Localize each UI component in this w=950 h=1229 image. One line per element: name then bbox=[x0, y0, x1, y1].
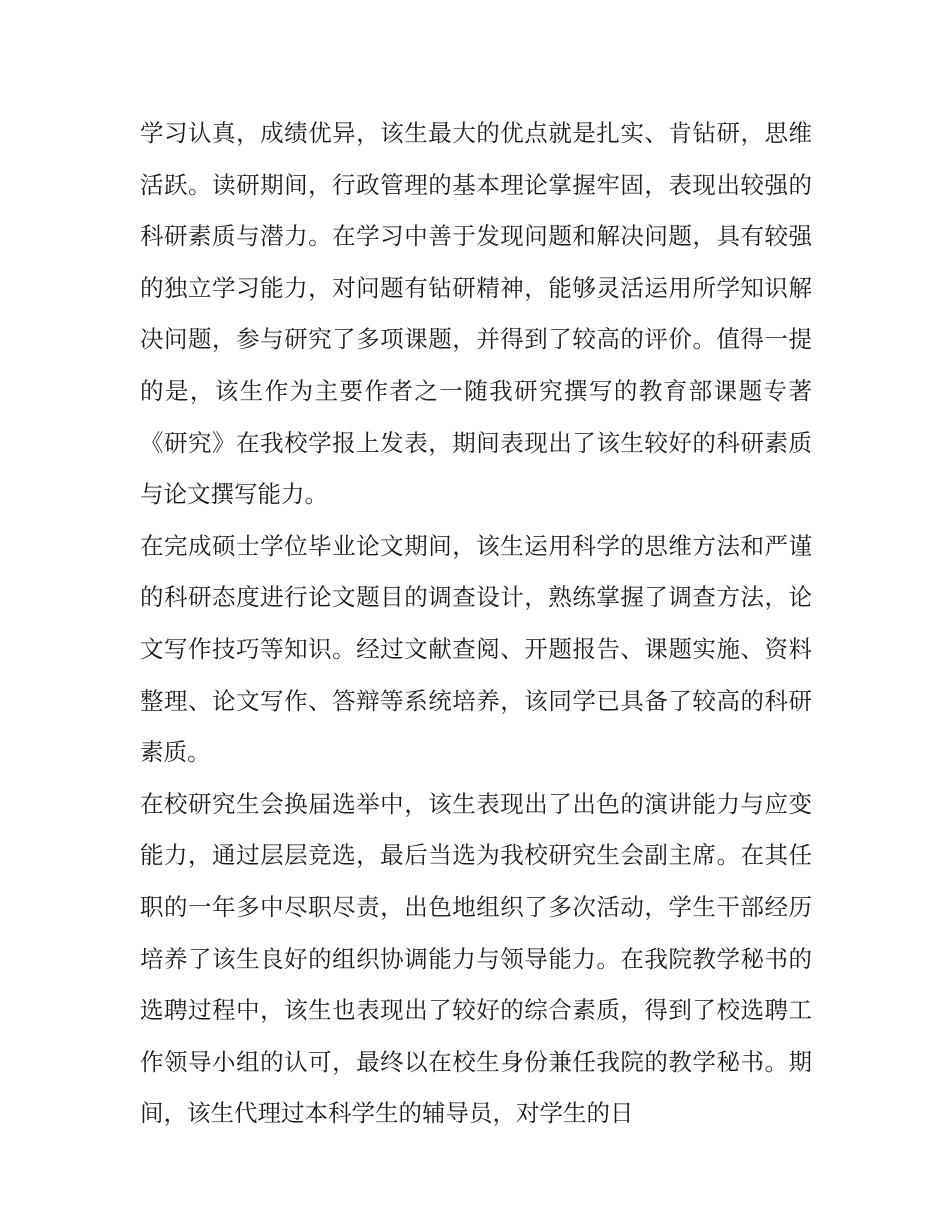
document-body bbox=[140, 108, 812, 1140]
paragraph-leadership: 在校研究生会换届选举中，该生表现出了出色的演讲能力与应变能力，通过层层竞选，最后当选为我校研究生会副主席。在其任职的一年多中尽职尽责，出色地组织了多次活动，学生干部经历培养了该生良好的组织协调能力与领导能力。在我院教学秘书的选聘过程中，该生也表现出了较好的综合素质，得到了校选聘工作领导小组的认可，最终以在校生身份兼任我院的教学秘书。期间，该生代理过本科学生的辅导员，对学生的日 bbox=[140, 789, 812, 1128]
paragraph-academic: 学习认真，成绩优异，该生最大的优点就是扎实、肯钻研，思维活跃。读研期间，行政管理的基本理论掌握牢固，表现出较强的科研素质与潜力。在学习中善于发现问题和解决问题，具有较强的独立学习能力，对问题有钻研精神，能够灵活运用所学知识解决问题，参与研究了多项课题，并得到了较高的评价。值得一提的是，该生作为主要作者之一随我研究撰写的教育部课题专著《研究》在我校学报上发表，期间表现出了该生较好的科研素质与论文撰写能力。 bbox=[140, 119, 812, 509]
paragraph-thesis: 在完成硕士学位毕业论文期间，该生运用科学的思维方法和严谨的科研态度进行论文题目的调查设计，熟练掌握了调查方法，论文写作技巧等知识。经过文献查阅、开题报告、课题实施、资料整理、论文写作、答辩等系统培养，该同学已具备了较高的科研素质。 bbox=[140, 531, 812, 767]
